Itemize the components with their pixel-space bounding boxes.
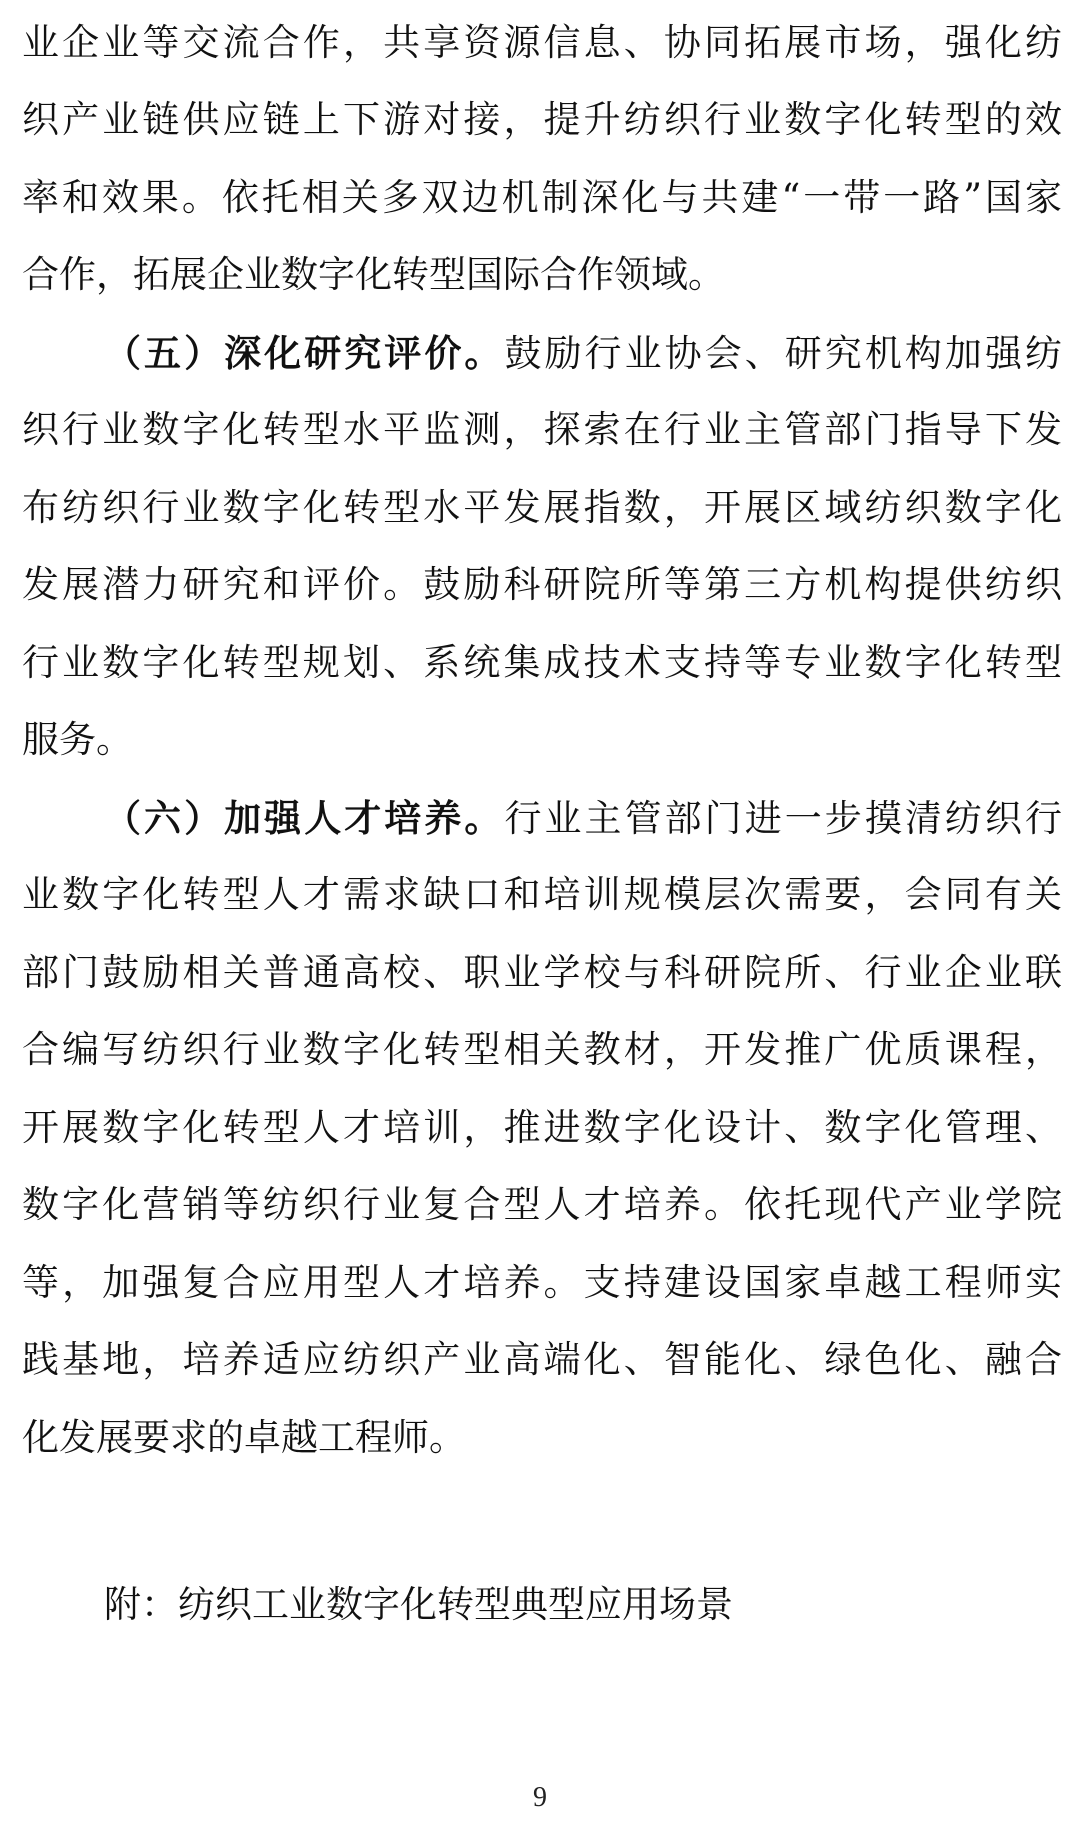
paragraph-line: 业企业等交流合作，共享资源信息、协同拓展市场，强化纺 <box>22 21 1062 64</box>
attachment-note: 附：纺织工业数字化转型典型应用场景 <box>104 1583 733 1626</box>
paragraph-line: 织行业数字化转型水平监测，探索在行业主管部门指导下发 <box>22 408 1062 451</box>
paragraph-line: 率和效果。依托相关多双边机制深化与共建“一带一路”国家 <box>22 176 1062 219</box>
section-heading-six: （六）加强人才培养。 <box>104 796 505 840</box>
paragraph-line: 数字化营销等纺织行业复合型人才培养。依托现代产业学院 <box>22 1183 1062 1226</box>
paragraph-line: 织产业链供应链上下游对接，提升纺织行业数字化转型的效 <box>22 98 1062 141</box>
paragraph-line: 合作，拓展企业数字化转型国际合作领域。 <box>22 253 725 296</box>
paragraph-text: 行业主管部门进一步摸清纺织行 <box>504 797 1063 840</box>
paragraph-line: 合编写纺织行业数字化转型相关教材，开发推广优质课程， <box>22 1028 1062 1071</box>
paragraph-line: 化发展要求的卓越工程师。 <box>22 1416 466 1459</box>
section-heading-five: （五）深化研究评价。 <box>104 331 505 375</box>
paragraph-line: 践基地，培养适应纺织产业高端化、智能化、绿色化、融合 <box>22 1338 1062 1381</box>
paragraph-line: 开展数字化转型人才培训，推进数字化设计、数字化管理、 <box>22 1106 1062 1149</box>
paragraph-line: 布纺织行业数字化转型水平发展指数，开展区域纺织数字化 <box>22 486 1062 529</box>
paragraph-line: 行业数字化转型规划、系统集成技术支持等专业数字化转型 <box>22 641 1062 684</box>
section-six-first-line <box>104 793 1062 843</box>
paragraph-line: 业数字化转型人才需求缺口和培训规模层次需要，会同有关 <box>22 873 1062 916</box>
paragraph-line: 部门鼓励相关普通高校、职业学校与科研院所、行业企业联 <box>22 951 1062 994</box>
paragraph-line: 发展潜力研究和评价。鼓励科研院所等第三方机构提供纺织 <box>22 563 1062 606</box>
paragraph-text: 鼓励行业协会、研究机构加强纺 <box>504 332 1063 375</box>
paragraph-line: 等，加强复合应用型人才培养。支持建设国家卓越工程师实 <box>22 1261 1062 1304</box>
section-five-first-line <box>104 328 1062 378</box>
page-number: 9 <box>533 1782 547 1813</box>
paragraph-line: 服务。 <box>22 718 133 761</box>
